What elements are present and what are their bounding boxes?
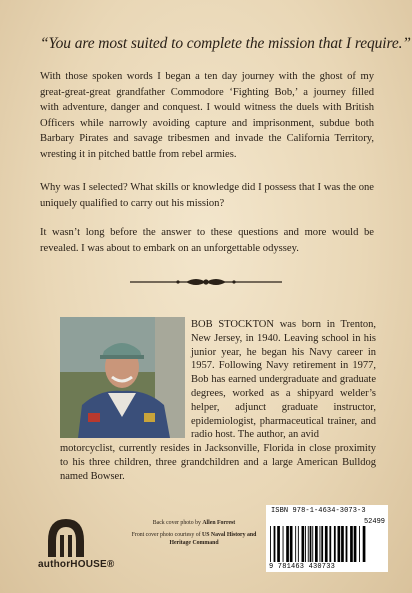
photo-credits: [130, 519, 258, 551]
isbn-number: ISBN 978-1-4634-3073-3: [271, 507, 366, 515]
synopsis-paragraph-2: Why was I selected? What skills or knowledge did I possess that I was the one uniquely qualified to carry out his mission?: [40, 182, 374, 209]
cover-quote: “You are most suited to complete the mission that I require.”: [40, 35, 411, 52]
author-photo: [60, 317, 185, 438]
author-bio-part-1: BOB STOCKTON was born in Trenton, New Jersey, in 1940. Leaving school in his junior year, he began his Navy career in 1957. Following Navy retirement in 1977, Bob has earned undergraduate and graduate degrees, worked as a shipyard welder’s helper, adjunct graduate instructor, epidemiologist, pharmaceutical trainer, and radio host. The author, an avid: [191, 319, 376, 441]
front-photo-label: Front cover photo courtesy of: [131, 532, 201, 538]
back-photo-credit: Allen Forrest: [202, 520, 236, 526]
barcode-bars: [269, 526, 385, 562]
author-bio-part-2: motorcyclist, currently resides in Jacksonville, Florida in close proximity to his three children, three grandchildren and a large American Bulldog named Bowser.: [60, 443, 376, 482]
synopsis-paragraph-3: It wasn’t long before the answer to these questions and more would be revealed. I was about to embark on an unforgettable odyssey.: [40, 227, 374, 254]
isbn-barcode: [266, 505, 388, 572]
front-photo-credit: US Naval History and Heritage Command: [169, 532, 257, 546]
synopsis-paragraph-1: With those spoken words I began a ten day journey with the ghost of my great-great-great grandfather Commodore ‘Fighting Bob,’ a journey filled with adventure, danger and conquest. I would witness the duels with British Officers while narrowly avoiding capture and imprisonment, subdue both Barbary Pirates and savage tribesmen and invade the California Territory, wresting it in pitched battle from rebel armies.: [40, 71, 374, 160]
back-photo-label: Back cover photo by: [152, 520, 201, 526]
ean-number: 9 781463 430733: [269, 563, 336, 571]
publisher-name: authorHOUSE®: [38, 559, 115, 570]
price-code: 52499: [363, 518, 385, 526]
ornament-divider: [130, 276, 282, 288]
